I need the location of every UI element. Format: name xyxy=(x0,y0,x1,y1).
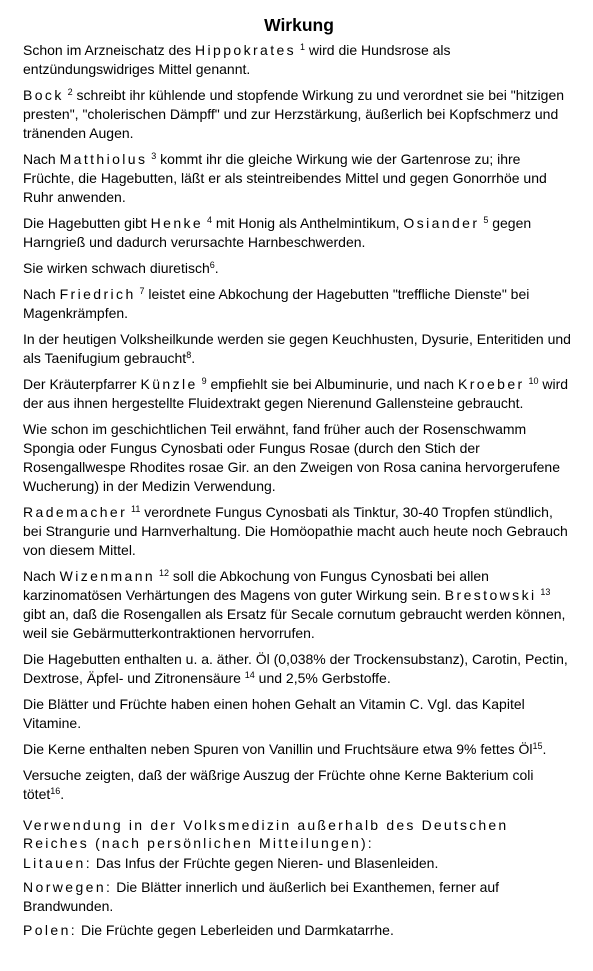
footnote-ref: 16 xyxy=(50,786,61,796)
text-run: Die Hagebutten gibt xyxy=(23,215,151,231)
region-name: Norwegen: xyxy=(23,879,113,895)
paragraph xyxy=(23,695,575,733)
text-run: . xyxy=(191,350,196,366)
text-run: leistet eine Abkochung der Hagebutten "treffliche Dienste" bei Magenkrämpfen. xyxy=(23,286,530,321)
text-run: wird der aus ihnen hergestellte Fluidextrakt gegen Nierenund Gallensteine gebraucht. xyxy=(23,376,569,411)
text-run: schreibt ihr kühlende und stopfende Wirkung zu und verordnet sie bei "hitzigen presten", "cholerischen Dämpff" und zur Herzstärkung, äußerlich bei Kopfschmerz und tränenden Augen. xyxy=(23,87,565,141)
paragraph xyxy=(23,567,575,643)
text-run: Der Kräuterpfarrer xyxy=(23,376,141,392)
footnote-ref: 5 xyxy=(483,215,489,225)
author-name: Künzle xyxy=(140,376,198,392)
paragraph xyxy=(23,86,575,143)
footnote-ref: 6 xyxy=(209,260,215,270)
author-name: Wizenmann xyxy=(59,568,156,584)
footnote-ref: 12 xyxy=(159,568,170,578)
author-name: Hippokrates xyxy=(194,42,297,58)
footnote-ref: 10 xyxy=(528,376,539,386)
body-text xyxy=(23,41,575,804)
text-run: Die Hagebutten enthalten u. a. äther. Öl (0,038% der Trockensubstanz), Carotin, Pectin, Dextrose, Äpfel- und Zitronensäure xyxy=(23,651,568,686)
text-run: . xyxy=(542,741,547,757)
text-run: Nach xyxy=(23,568,60,584)
text-run: verordnete Fungus Cynosbati als Tinktur, 30-40 Tropfen stündlich, bei Strangurie und Harnverhaltung. Die Homöopathie macht auch heute noch Gebrauch von diesem Mittel. xyxy=(23,504,568,558)
author-name: Bock xyxy=(23,87,64,103)
text-run: Versuche zeigten, daß der wäßrige Auszug der Früchte ohne Kerne Bakterium coli tötet xyxy=(23,767,534,802)
text-run: Nach xyxy=(23,286,60,302)
author-name: Matthiolus xyxy=(59,151,148,167)
footnote-ref: 9 xyxy=(201,376,207,386)
footnote-ref: 13 xyxy=(540,587,551,597)
region-entry xyxy=(23,878,575,916)
paragraph xyxy=(23,214,575,252)
author-name: Kroeber xyxy=(457,376,525,392)
text-run: gegen Harngrieß und dadurch verursachte Harnbeschwerden. xyxy=(23,215,532,250)
text-run: kommt ihr die gleiche Wirkung wie der Gartenrose zu; ihre Früchte, die Hagebutten, läßt er als steintreibendes Mittel und gegen Gonorrhöe und Ruhr anwenden. xyxy=(23,151,547,205)
text-run: In der heutigen Volksheilkunde werden sie gegen Keuchhusten, Dysurie, Enteritiden und als Taenifugium gebraucht xyxy=(23,331,571,366)
region-name: Polen: xyxy=(23,922,78,938)
page-title: Wirkung xyxy=(264,15,334,35)
footnote-ref: 1 xyxy=(299,42,305,52)
footnote-ref: 14 xyxy=(244,670,255,680)
region-entry xyxy=(23,921,575,940)
paragraph xyxy=(23,150,575,207)
paragraph xyxy=(23,285,575,323)
text-run: Schon im Arzneischatz des xyxy=(23,42,195,58)
section-heading: Verwendung in der Volksmedizin außerhalb des Deutschen Reiches (nach persönlichen Mitteilungen): xyxy=(23,817,509,851)
paragraph xyxy=(23,503,575,560)
region-text: Die Blätter innerlich und äußerlich bei Exanthemen, ferner auf Brandwunden. xyxy=(23,879,500,914)
author-name: Rademacher xyxy=(23,504,128,520)
paragraph xyxy=(23,740,575,759)
text-run: wird die Hundsrose als entzündungswidriges Mittel genannt. xyxy=(23,42,451,77)
author-name: Friedrich xyxy=(59,286,136,302)
text-run: . xyxy=(214,260,219,276)
text-run: Nach xyxy=(23,151,60,167)
footnote-ref: 8 xyxy=(186,350,192,360)
footnote-ref: 7 xyxy=(139,286,145,296)
region-text: Das Infus der Früchte gegen Nieren- und Blasenleiden. xyxy=(92,855,439,871)
footnote-ref: 4 xyxy=(207,215,213,225)
paragraph xyxy=(23,259,575,278)
footnote-ref: 2 xyxy=(67,87,73,97)
region-text: Die Früchte gegen Leberleiden und Darmkatarrhe. xyxy=(77,922,394,938)
document-page xyxy=(23,14,575,945)
author-name: Henke xyxy=(150,215,204,231)
text-run: gibt an, daß die Rosengallen als Ersatz für Secale cornutum gebraucht werden können, weil sie Gebärmutterkontraktionen hervorrufen. xyxy=(23,606,566,641)
text-run: Die Kerne enthalten neben Spuren von Vanillin und Fruchtsäure etwa 9% fettes Öl xyxy=(23,741,533,757)
paragraph xyxy=(23,375,575,413)
text-run: Sie wirken schwach diuretisch xyxy=(23,260,210,276)
region-list xyxy=(23,854,575,940)
author-name: Osiander xyxy=(403,215,480,231)
text-run: Die Blätter und Früchte haben einen hohen Gehalt an Vitamin C. Vgl. das Kapitel Vitamine. xyxy=(23,696,525,731)
paragraph xyxy=(23,766,575,804)
footnote-ref: 15 xyxy=(532,741,543,751)
text-run: empfiehlt sie bei Albuminurie, und nach xyxy=(206,376,458,392)
paragraph xyxy=(23,330,575,368)
paragraph xyxy=(23,41,575,79)
footnote-ref: 11 xyxy=(131,504,141,514)
author-name: Brestowski xyxy=(444,587,537,603)
text-run: . xyxy=(60,786,65,802)
paragraph xyxy=(23,420,575,496)
region-entry xyxy=(23,854,575,873)
text-run: mit Honig als Anthelmintikum, xyxy=(212,215,404,231)
text-run: soll die Abkochung von Fungus Cynosbati bei allen karzinomatösen Verhärtungen des Magens von guter Wirkung sein. xyxy=(23,568,489,603)
text-run: und 2,5% Gerbstoffe. xyxy=(254,670,391,686)
footnote-ref: 3 xyxy=(151,151,157,161)
paragraph xyxy=(23,650,575,688)
region-name: Litauen: xyxy=(23,855,93,871)
text-run: Wie schon im geschichtlichen Teil erwähnt, fand früher auch der Rosenschwamm Spongia oder Fungus Cynosbati oder Fungus Rosae (durch den Stich der Rosengallwespe Rhodites rosae Gir. an den Zweigen von Rosa canina hervorgerufene Wucherung) in der Medizin Verwendung. xyxy=(23,421,560,494)
